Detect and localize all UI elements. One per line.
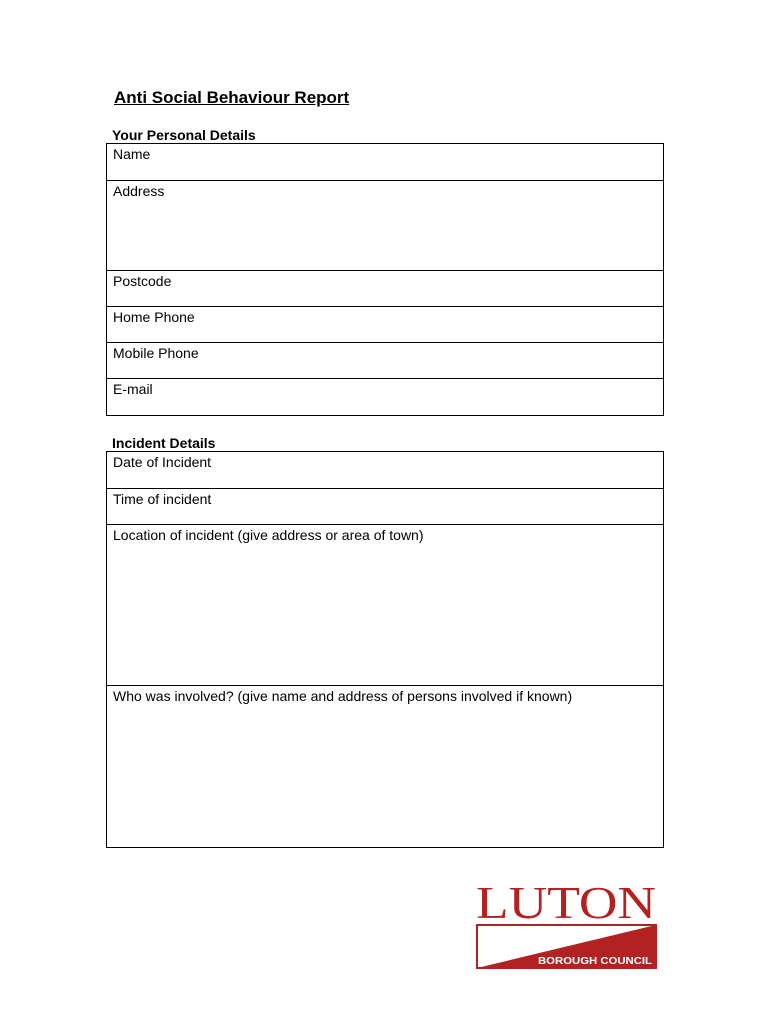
location-of-incident-label: Location of incident (give address or area of town) <box>113 527 424 543</box>
name-label: Name <box>113 146 151 162</box>
logo-subtitle: BOROUGH COUNCIL <box>538 955 653 967</box>
name-field[interactable] <box>107 144 663 181</box>
incident-details-heading: Incident Details <box>112 435 216 451</box>
time-of-incident-label: Time of incident <box>113 491 212 507</box>
personal-details-heading: Your Personal Details <box>112 127 256 143</box>
postcode-label: Postcode <box>113 273 172 289</box>
who-was-involved-label: Who was involved? (give name and address of persons involved if known) <box>113 688 573 704</box>
postcode-field[interactable] <box>107 271 663 307</box>
logo-name: LUTON <box>476 880 656 928</box>
home-phone-label: Home Phone <box>113 309 195 325</box>
email-field[interactable] <box>107 379 663 415</box>
home-phone-field[interactable] <box>107 307 663 343</box>
time-of-incident-field[interactable] <box>107 489 663 525</box>
address-field[interactable] <box>107 181 663 271</box>
address-label: Address <box>113 183 165 199</box>
location-of-incident-field[interactable] <box>107 525 663 686</box>
page-title: Anti Social Behaviour Report <box>114 88 350 107</box>
luton-logo <box>476 880 658 970</box>
personal-details-table <box>106 143 664 416</box>
email-label: E-mail <box>113 381 153 397</box>
mobile-phone-label: Mobile Phone <box>113 345 199 361</box>
date-of-incident-field[interactable] <box>107 452 663 489</box>
who-was-involved-field[interactable] <box>107 686 663 847</box>
date-of-incident-label: Date of Incident <box>113 454 212 470</box>
mobile-phone-field[interactable] <box>107 343 663 379</box>
incident-details-table <box>106 451 664 848</box>
